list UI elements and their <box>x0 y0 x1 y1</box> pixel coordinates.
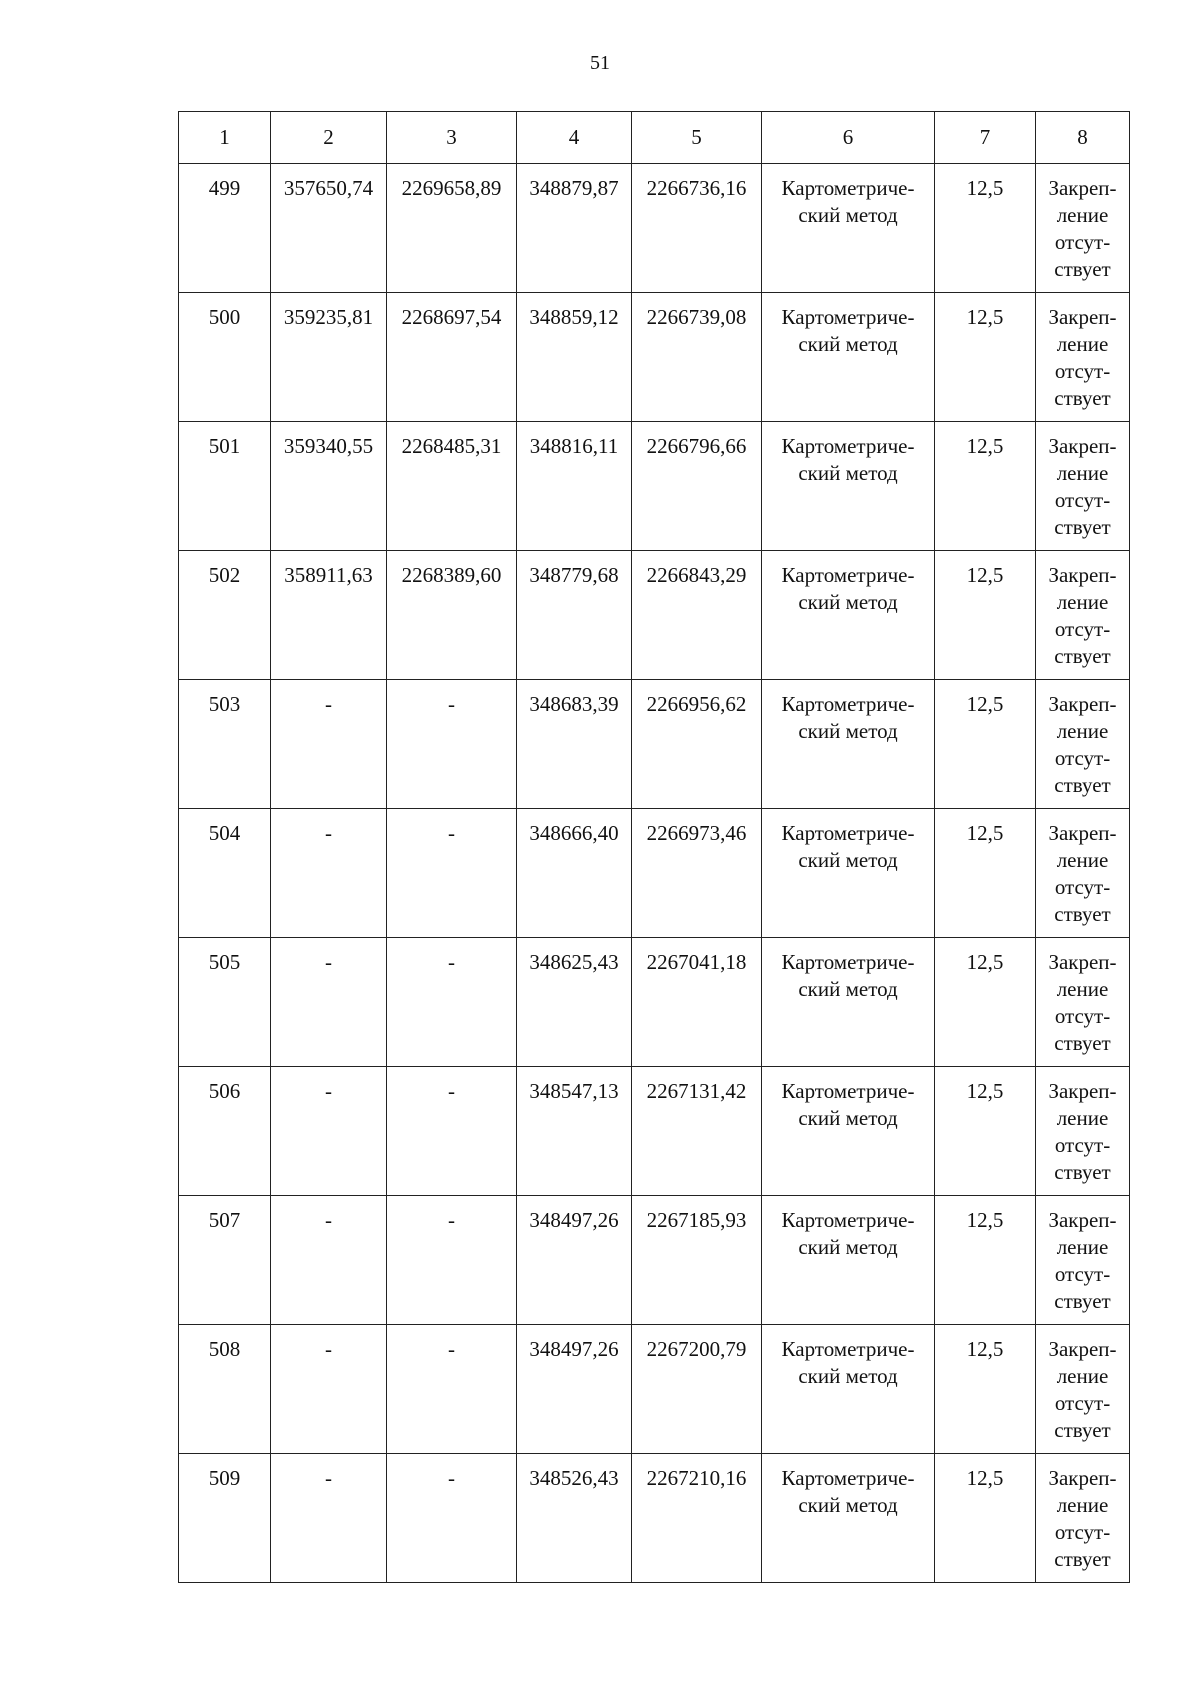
column-header: 6 <box>762 112 935 164</box>
cell-text: - <box>448 1079 455 1103</box>
cell-text: 499 <box>208 176 241 200</box>
fixing-cell <box>1036 809 1130 938</box>
accuracy-cell <box>935 1325 1036 1454</box>
accuracy-cell <box>935 1067 1036 1196</box>
cell-text: 509 <box>208 1466 241 1490</box>
new-y-cell <box>632 938 762 1067</box>
accuracy-cell <box>935 422 1036 551</box>
header-row <box>179 112 1130 164</box>
new-y-cell <box>632 1067 762 1196</box>
table-row <box>179 809 1130 938</box>
new-x-cell <box>517 1325 632 1454</box>
fixing-cell <box>1036 1325 1130 1454</box>
new-y-cell <box>632 1454 762 1583</box>
new-x-cell <box>517 1196 632 1325</box>
new-y-cell <box>632 164 762 293</box>
table-body <box>179 164 1130 1583</box>
method-cell <box>762 1454 935 1583</box>
cell-text: 12,5 <box>966 692 1004 716</box>
old-x-cell <box>271 809 387 938</box>
cell-text: 502 <box>208 563 241 587</box>
new-x-cell <box>517 1067 632 1196</box>
cell-text: 2267131,42 <box>646 1079 747 1103</box>
table-row <box>179 680 1130 809</box>
method-cell <box>762 1196 935 1325</box>
coordinates-table <box>178 111 1130 1583</box>
table-row <box>179 551 1130 680</box>
cell-text: - <box>448 1466 455 1490</box>
method-cell <box>762 1325 935 1454</box>
cell-text: 358911,63 <box>284 563 373 587</box>
new-x-cell <box>517 422 632 551</box>
old-x-cell <box>271 1454 387 1583</box>
cell-text: 359340,55 <box>283 434 374 458</box>
point-number-cell <box>179 422 271 551</box>
cell-text: 2266796,66 <box>646 434 747 458</box>
cell-text: 12,5 <box>966 305 1004 329</box>
cell-text: 2266736,16 <box>646 176 747 200</box>
cell-text: - <box>448 1337 455 1361</box>
cell-text: 500 <box>208 305 241 329</box>
cell-text: Картометриче- ский метод <box>781 1208 915 1259</box>
cell-text: - <box>448 692 455 716</box>
new-y-cell <box>632 809 762 938</box>
cell-text: Закреп- ление отсут- ствует <box>1048 176 1117 281</box>
cell-text: Закреп- ление отсут- ствует <box>1048 305 1117 410</box>
column-header: 3 <box>387 112 517 164</box>
cell-text: - <box>325 1208 332 1232</box>
column-header: 1 <box>179 112 271 164</box>
old-x-cell <box>271 551 387 680</box>
new-y-cell <box>632 1325 762 1454</box>
cell-text: - <box>448 821 455 845</box>
point-number-cell <box>179 551 271 680</box>
fixing-cell <box>1036 164 1130 293</box>
cell-text: - <box>448 950 455 974</box>
cell-text: Картометриче- ский метод <box>781 176 915 227</box>
cell-text: Закреп- ление отсут- ствует <box>1048 950 1117 1055</box>
column-header: 4 <box>517 112 632 164</box>
cell-text: 348547,13 <box>529 1079 619 1103</box>
new-y-cell <box>632 680 762 809</box>
cell-text: Картометриче- ский метод <box>781 434 915 485</box>
cell-text: 2267185,93 <box>646 1208 747 1232</box>
cell-text: 348497,26 <box>529 1337 619 1361</box>
point-number-cell <box>179 680 271 809</box>
column-header: 5 <box>632 112 762 164</box>
cell-text: Картометриче- ский метод <box>781 305 915 356</box>
point-number-cell <box>179 164 271 293</box>
cell-text: 508 <box>208 1337 241 1361</box>
fixing-cell <box>1036 680 1130 809</box>
old-y-cell <box>387 680 517 809</box>
cell-text: 2266843,29 <box>646 563 747 587</box>
accuracy-cell <box>935 1454 1036 1583</box>
cell-text: 12,5 <box>966 1466 1004 1490</box>
cell-text: 348497,26 <box>529 1208 619 1232</box>
new-y-cell <box>632 293 762 422</box>
column-header: 2 <box>271 112 387 164</box>
cell-text: 2268485,31 <box>401 434 502 458</box>
cell-text: 12,5 <box>966 176 1004 200</box>
new-x-cell <box>517 164 632 293</box>
cell-text: 12,5 <box>966 1208 1004 1232</box>
new-x-cell <box>517 1454 632 1583</box>
cell-text: 12,5 <box>966 950 1004 974</box>
table-row <box>179 1067 1130 1196</box>
fixing-cell <box>1036 551 1130 680</box>
cell-text: Картометриче- ский метод <box>781 1337 915 1388</box>
cell-text: Закреп- ление отсут- ствует <box>1048 1208 1117 1313</box>
cell-text: 2266739,08 <box>646 305 747 329</box>
point-number-cell <box>179 1454 271 1583</box>
cell-text: 348625,43 <box>529 950 619 974</box>
cell-text: 359235,81 <box>283 305 374 329</box>
new-x-cell <box>517 938 632 1067</box>
cell-text: Картометриче- ский метод <box>781 821 915 872</box>
cell-text: 348683,39 <box>529 692 619 716</box>
old-y-cell <box>387 164 517 293</box>
point-number-cell <box>179 938 271 1067</box>
cell-text: Закреп- ление отсут- ствует <box>1048 1337 1117 1442</box>
new-x-cell <box>517 809 632 938</box>
old-y-cell <box>387 1454 517 1583</box>
point-number-cell <box>179 1196 271 1325</box>
cell-text: Закреп- ление отсут- ствует <box>1048 692 1117 797</box>
table-row <box>179 1454 1130 1583</box>
cell-text: 2266956,62 <box>646 692 747 716</box>
cell-text: 2267210,16 <box>646 1466 747 1490</box>
cell-text: 2267041,18 <box>646 950 747 974</box>
cell-text: Закреп- ление отсут- ствует <box>1048 434 1117 539</box>
method-cell <box>762 938 935 1067</box>
accuracy-cell <box>935 293 1036 422</box>
old-y-cell <box>387 938 517 1067</box>
old-y-cell <box>387 551 517 680</box>
table-row <box>179 938 1130 1067</box>
fixing-cell <box>1036 422 1130 551</box>
fixing-cell <box>1036 938 1130 1067</box>
old-x-cell <box>271 1196 387 1325</box>
cell-text: Картометриче- ский метод <box>781 1079 915 1130</box>
cell-text: 2268389,60 <box>401 563 502 587</box>
cell-text: 348779,68 <box>529 563 619 587</box>
old-x-cell <box>271 938 387 1067</box>
cell-text: 504 <box>208 821 241 845</box>
cell-text: - <box>325 950 332 974</box>
new-x-cell <box>517 680 632 809</box>
table-row <box>179 1325 1130 1454</box>
cell-text: 506 <box>208 1079 241 1103</box>
new-y-cell <box>632 422 762 551</box>
old-y-cell <box>387 422 517 551</box>
cell-text: 2268697,54 <box>401 305 502 329</box>
method-cell <box>762 680 935 809</box>
cell-text: Картометриче- ский метод <box>781 563 915 614</box>
old-y-cell <box>387 293 517 422</box>
cell-text: 2269658,89 <box>401 176 502 200</box>
cell-text: - <box>325 1337 332 1361</box>
new-y-cell <box>632 551 762 680</box>
cell-text: - <box>325 1466 332 1490</box>
old-x-cell <box>271 293 387 422</box>
table-row <box>179 422 1130 551</box>
cell-text: - <box>325 821 332 845</box>
old-y-cell <box>387 1067 517 1196</box>
column-header: 7 <box>935 112 1036 164</box>
cell-text: Закреп- ление отсут- ствует <box>1048 821 1117 926</box>
method-cell <box>762 293 935 422</box>
method-cell <box>762 422 935 551</box>
new-y-cell <box>632 1196 762 1325</box>
method-cell <box>762 1067 935 1196</box>
table-header <box>179 112 1130 164</box>
table-row <box>179 1196 1130 1325</box>
cell-text: 505 <box>208 950 241 974</box>
fixing-cell <box>1036 1454 1130 1583</box>
cell-text: 12,5 <box>966 1337 1004 1361</box>
cell-text: 348526,43 <box>529 1466 619 1490</box>
cell-text: 12,5 <box>966 1079 1004 1103</box>
cell-text: 348816,11 <box>529 434 619 458</box>
cell-text: Картометриче- ский метод <box>781 950 915 1001</box>
fixing-cell <box>1036 1196 1130 1325</box>
cell-text: - <box>325 1079 332 1103</box>
method-cell <box>762 551 935 680</box>
cell-text: 12,5 <box>966 563 1004 587</box>
cell-text: 12,5 <box>966 821 1004 845</box>
accuracy-cell <box>935 164 1036 293</box>
cell-text: - <box>325 692 332 716</box>
fixing-cell <box>1036 293 1130 422</box>
cell-text: 503 <box>208 692 241 716</box>
old-y-cell <box>387 1325 517 1454</box>
fixing-cell <box>1036 1067 1130 1196</box>
page-number: 51 <box>590 52 610 74</box>
point-number-cell <box>179 293 271 422</box>
cell-text: 2267200,79 <box>646 1337 747 1361</box>
cell-text: 348859,12 <box>529 305 619 329</box>
method-cell <box>762 164 935 293</box>
old-x-cell <box>271 1067 387 1196</box>
cell-text: Закреп- ление отсут- ствует <box>1048 1079 1117 1184</box>
cell-text: Картометриче- ский метод <box>781 1466 915 1517</box>
cell-text: Картометриче- ский метод <box>781 692 915 743</box>
cell-text: 348879,87 <box>529 176 619 200</box>
cell-text: 357650,74 <box>283 176 374 200</box>
table-row <box>179 293 1130 422</box>
accuracy-cell <box>935 551 1036 680</box>
cell-text: Закреп- ление отсут- ствует <box>1048 1466 1117 1571</box>
new-x-cell <box>517 551 632 680</box>
old-y-cell <box>387 1196 517 1325</box>
old-y-cell <box>387 809 517 938</box>
cell-text: 507 <box>208 1208 241 1232</box>
column-header: 8 <box>1036 112 1130 164</box>
new-x-cell <box>517 293 632 422</box>
point-number-cell <box>179 1325 271 1454</box>
old-x-cell <box>271 164 387 293</box>
cell-text: 501 <box>208 434 241 458</box>
old-x-cell <box>271 1325 387 1454</box>
cell-text: 12,5 <box>966 434 1004 458</box>
cell-text: - <box>448 1208 455 1232</box>
accuracy-cell <box>935 1196 1036 1325</box>
accuracy-cell <box>935 938 1036 1067</box>
accuracy-cell <box>935 680 1036 809</box>
table-row <box>179 164 1130 293</box>
point-number-cell <box>179 809 271 938</box>
cell-text: 2266973,46 <box>646 821 747 845</box>
old-x-cell <box>271 680 387 809</box>
old-x-cell <box>271 422 387 551</box>
point-number-cell <box>179 1067 271 1196</box>
cell-text: Закреп- ление отсут- ствует <box>1048 563 1117 668</box>
cell-text: 348666,40 <box>529 821 619 845</box>
accuracy-cell <box>935 809 1036 938</box>
method-cell <box>762 809 935 938</box>
